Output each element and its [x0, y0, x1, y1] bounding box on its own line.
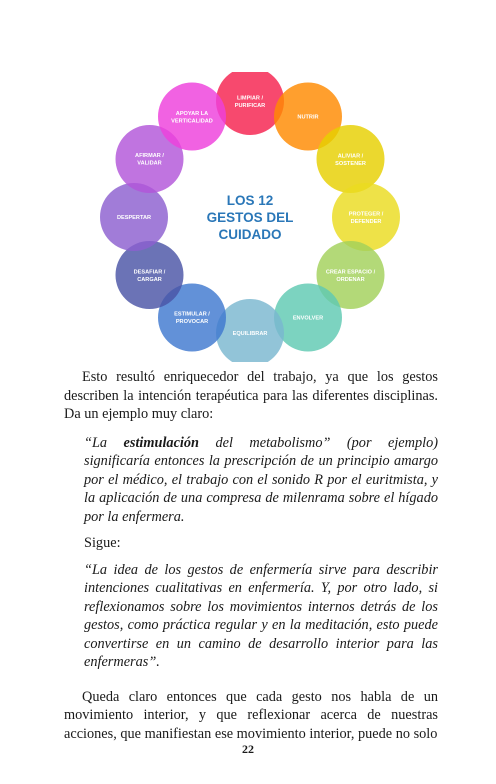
- quote-stimulation: [84, 434, 438, 527]
- gesture-label: DESAFIAR /: [133, 269, 166, 276]
- paragraph-intro: Esto resultó enriquecedor del trabajo, ya que los gestos describen la intención terapéutica para las diferentes disciplinas. Da un ejemplo muy claro:: [64, 369, 438, 422]
- gesture-label: NUTRIR: [297, 114, 319, 121]
- page-number: 22: [242, 742, 254, 756]
- quote-open: “La: [84, 434, 124, 451]
- gesture-label: VALIDAR: [137, 160, 162, 167]
- gesture-label: PURIFICAR: [234, 102, 266, 109]
- gesture-label: EQUILIBRAR: [232, 331, 268, 337]
- gesture-label: SOSTENER: [335, 160, 366, 167]
- quote-rest: del metabolismo” (por ejemplo) significaría entonces la prescripción de un principio amargo por el médico, el trabajo con el sonido R por el euritmista, y la aplicación de una compresa de milenrama sobre el hígado por la enfermera.: [84, 434, 438, 525]
- gesture-label: ORDENAR: [336, 276, 365, 283]
- gesture-label: PROTEGER /: [348, 211, 384, 218]
- gesture-label: VERTICALIDAD: [171, 118, 213, 125]
- center-title-line: CUIDADO: [218, 227, 282, 242]
- quote-nursing: “La idea de los gestos de enfermería sirve para describir intenciones cualitativas en enfermería. Y, por otro lado, si reflexionamos sobre los movimientos internos detrás de los gestos, como práctica regular y en la meditación, esto puede convertirse en un camino de desarrollo interior para las enfermeras”.: [84, 561, 438, 670]
- gesture-label: ALIVIAR /: [337, 153, 364, 160]
- gesture-label: APOYAR LA: [175, 110, 209, 117]
- gesture-label: PROVOCAR: [175, 319, 209, 326]
- gesture-label: ENVOLVER: [292, 315, 324, 322]
- gesture-label: LIMPIAR /: [236, 95, 264, 102]
- gesture-label: DESPERTAR: [116, 215, 152, 221]
- center-title-line: GESTOS DEL: [206, 210, 294, 225]
- gesture-label: AFIRMAR /: [135, 153, 164, 160]
- paragraph-conclusion: Queda claro entonces que cada gesto nos habla de un movimiento interior, y que reflexionar acerca de nuestras acciones, que manifiestan ese movimiento interior, puede no solo: [64, 688, 438, 742]
- gesture-label: CARGAR: [137, 276, 162, 283]
- center-title-line: LOS 12: [226, 193, 274, 208]
- quote-bold-term: estimulación: [123, 434, 199, 451]
- sigue-label: Sigue:: [84, 535, 121, 551]
- body-text: [64, 368, 438, 743]
- gesture-label: DEFENDER: [350, 218, 382, 225]
- gesture-label: ESTIMULAR /: [174, 311, 210, 318]
- gestures-diagram: [100, 72, 400, 362]
- gesture-label: CREAR ESPACIO /: [325, 269, 376, 276]
